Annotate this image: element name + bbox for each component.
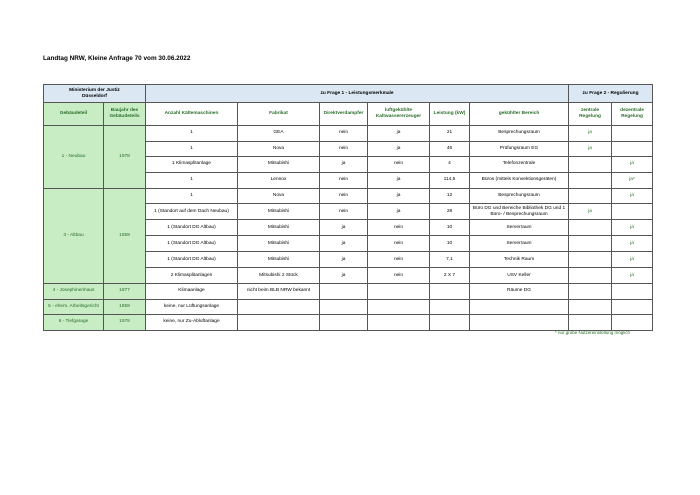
group-altbau-name: 3 - Altbau	[44, 188, 104, 284]
footnote: * nur grobe Nutzereinstellung möglich	[555, 330, 631, 335]
col-bereich: gekühlter Bereich	[470, 103, 569, 126]
cell-luft	[368, 315, 430, 331]
group-arbeitsgericht-year: 1859	[104, 299, 146, 315]
cell-direkt: ja	[320, 220, 368, 236]
cell-fabrikat	[238, 315, 320, 331]
group-tiefgarage-year: 1978	[104, 315, 146, 331]
cell-direkt: nein	[320, 141, 368, 157]
cell-bereich	[470, 315, 569, 331]
cell-anzahl: keine, nur Lüftungsanlage	[146, 299, 238, 315]
cell-luft: ja	[368, 204, 430, 220]
cell-luft: ja	[368, 188, 430, 204]
cell-direkt: nein	[320, 126, 368, 142]
cell-zentral	[569, 236, 612, 252]
cell-direkt: ja	[320, 252, 368, 268]
cell-anzahl: 1	[146, 141, 238, 157]
cell-leistung: 10	[430, 236, 470, 252]
cell-direkt	[320, 315, 368, 331]
group-josephinenhaus-name: 4 - Josephinenhaus	[44, 284, 104, 300]
cell-bereich: Besprechungsraum	[470, 126, 569, 142]
column-header-row	[44, 103, 653, 126]
cell-bereich: Büro DG und Bereiche Bibliothek DG und 1 Büro- / Besprechungsraum	[470, 204, 569, 220]
cell-leistung: 46	[430, 141, 470, 157]
cell-zentral	[569, 172, 612, 188]
cell-zentral: ja	[569, 141, 612, 157]
cell-dezentral: ja*	[612, 172, 653, 188]
cell-anzahl: 1 (Standort auf dem Dach Neubau)	[146, 204, 238, 220]
cell-luft: ja	[368, 141, 430, 157]
cell-dezentral	[612, 126, 653, 142]
cell-dezentral: ja	[612, 188, 653, 204]
cell-leistung: 28	[430, 204, 470, 220]
cell-luft: ja	[368, 172, 430, 188]
cell-direkt	[320, 284, 368, 300]
cell-dezentral	[612, 141, 653, 157]
table-row	[44, 284, 653, 300]
cell-bereich: Büros (mittels Konvektionsgeräten)	[470, 172, 569, 188]
cell-dezentral: ja	[612, 268, 653, 284]
table-row	[44, 315, 653, 331]
cell-fabrikat: Mitsubishi	[238, 204, 320, 220]
cell-leistung: 4	[430, 157, 470, 173]
cell-fabrikat: Mitsubishi	[238, 157, 320, 173]
cell-leistung: 12	[430, 188, 470, 204]
group-altbau-year: 1859	[104, 188, 146, 284]
cell-leistung: 10	[430, 220, 470, 236]
col-gebaeudeteil: Gebäudeteil	[44, 103, 104, 126]
cell-bereich: Serverraum	[470, 236, 569, 252]
cell-fabrikat: Mitsubishi	[238, 252, 320, 268]
col-dezentral: dezentrale Regelung	[612, 103, 653, 126]
cell-leistung: 7,1	[430, 252, 470, 268]
cell-fabrikat: nicht beim BLB NRW bekannt	[238, 284, 320, 300]
cell-fabrikat: Nova	[238, 188, 320, 204]
col-leistung: Leistung (kW)	[430, 103, 470, 126]
cell-anzahl: 1 (Standort DG Altbau)	[146, 220, 238, 236]
cell-zentral: ja	[569, 204, 612, 220]
cell-leistung: 114,5	[430, 172, 470, 188]
cell-dezentral: ja	[612, 220, 653, 236]
cell-bereich: USV Keller	[470, 268, 569, 284]
cell-anzahl: 2 Klimasplitanlagen	[146, 268, 238, 284]
col-luft: luftgekühlte Kaltwassererzeuger	[368, 103, 430, 126]
cell-zentral	[569, 315, 612, 331]
cell-leistung: 21	[430, 126, 470, 142]
cell-fabrikat: Mitsubishi	[238, 236, 320, 252]
cooling-table	[43, 84, 653, 331]
table-row	[44, 126, 653, 142]
cell-anzahl: Klimaanlage	[146, 284, 238, 300]
cell-bereich: Räume DG	[470, 284, 569, 300]
cell-direkt: nein	[320, 188, 368, 204]
cell-bereich: Technik Raum	[470, 252, 569, 268]
cell-luft: nein	[368, 268, 430, 284]
col-zentral: zentrale Regelung	[569, 103, 612, 126]
cell-anzahl: 1	[146, 188, 238, 204]
cell-dezentral	[612, 315, 653, 331]
cell-leistung	[430, 299, 470, 315]
cell-dezentral: ja	[612, 252, 653, 268]
cell-fabrikat: GEA	[238, 126, 320, 142]
cell-anzahl: 1 (Standort DG Altbau)	[146, 236, 238, 252]
cell-anzahl: 1 Klimasplitanlage	[146, 157, 238, 173]
cell-bereich	[470, 299, 569, 315]
cell-leistung	[430, 315, 470, 331]
cell-anzahl: keine, nur Zu-Abluftanlage	[146, 315, 238, 331]
cell-dezentral	[612, 204, 653, 220]
cell-anzahl: 1	[146, 126, 238, 142]
cell-leistung: 2 X 7	[430, 268, 470, 284]
cell-dezentral: ja	[612, 157, 653, 173]
cell-bereich: Telefonzentrale	[470, 157, 569, 173]
cell-luft: nein	[368, 236, 430, 252]
cell-dezentral	[612, 299, 653, 315]
cell-fabrikat: Mitsubishi 2 Stück	[238, 268, 320, 284]
cell-zentral: ja	[569, 126, 612, 142]
col-fabrikat: Fabrikat	[238, 103, 320, 126]
cell-zentral	[569, 188, 612, 204]
cell-bereich: Besprechungsraum	[470, 188, 569, 204]
cell-fabrikat: Nova	[238, 141, 320, 157]
cell-zentral	[569, 284, 612, 300]
table-row	[44, 188, 653, 204]
group-josephinenhaus-year: 1877	[104, 284, 146, 300]
cell-dezentral: ja	[612, 236, 653, 252]
cell-anzahl: 1	[146, 172, 238, 188]
col-baujahr: Baujahr des Gebäudeteils	[104, 103, 146, 126]
cell-luft: ja	[368, 126, 430, 142]
cell-zentral	[569, 299, 612, 315]
cell-luft	[368, 299, 430, 315]
header-row	[44, 85, 653, 103]
cell-luft: nein	[368, 220, 430, 236]
col-direkt: Direktverdampfer	[320, 103, 368, 126]
cell-zentral	[569, 157, 612, 173]
cell-leistung	[430, 284, 470, 300]
cell-direkt: ja	[320, 268, 368, 284]
group-neubau-year: 1978	[104, 126, 146, 189]
group-tiefgarage-name: 6 - Tiefgarage	[44, 315, 104, 331]
cell-direkt: ja	[320, 236, 368, 252]
group-neubau-name: 1 - Neubau	[44, 126, 104, 189]
cell-fabrikat: Lennox	[238, 172, 320, 188]
cell-direkt: nein	[320, 172, 368, 188]
cell-luft: nein	[368, 157, 430, 173]
ministry-city: Düsseldorf	[81, 93, 108, 99]
frage1-header: zu Frage 1 - Leistungsmerkmale	[146, 85, 569, 103]
cell-luft	[368, 284, 430, 300]
cell-direkt: nein	[320, 204, 368, 220]
ministry-cell	[44, 85, 146, 103]
cell-zentral	[569, 220, 612, 236]
cell-anzahl: 1 (Standort DG Altbau)	[146, 252, 238, 268]
cell-fabrikat	[238, 299, 320, 315]
cell-dezentral	[612, 284, 653, 300]
cell-bereich: Prüfungsraum EG	[470, 141, 569, 157]
frage2-header: zu Frage 2 - Regulierung	[569, 85, 653, 103]
group-arbeitsgericht-name: 5 - ehem. Arbeitsgericht	[44, 299, 104, 315]
cell-zentral	[569, 252, 612, 268]
col-anzahl: Anzahl Kältemaschinen	[146, 103, 238, 126]
cell-direkt	[320, 299, 368, 315]
cell-zentral	[569, 268, 612, 284]
document-title: Landtag NRW, Kleine Anfrage 70 vom 30.06.2022	[43, 55, 191, 62]
ministry-name: Ministerium der Justiz	[69, 87, 120, 93]
cell-direkt: ja	[320, 157, 368, 173]
table-row	[44, 299, 653, 315]
cell-luft: nein	[368, 252, 430, 268]
cell-fabrikat: Mitsubishi	[238, 220, 320, 236]
cell-bereich: Serverraum	[470, 220, 569, 236]
